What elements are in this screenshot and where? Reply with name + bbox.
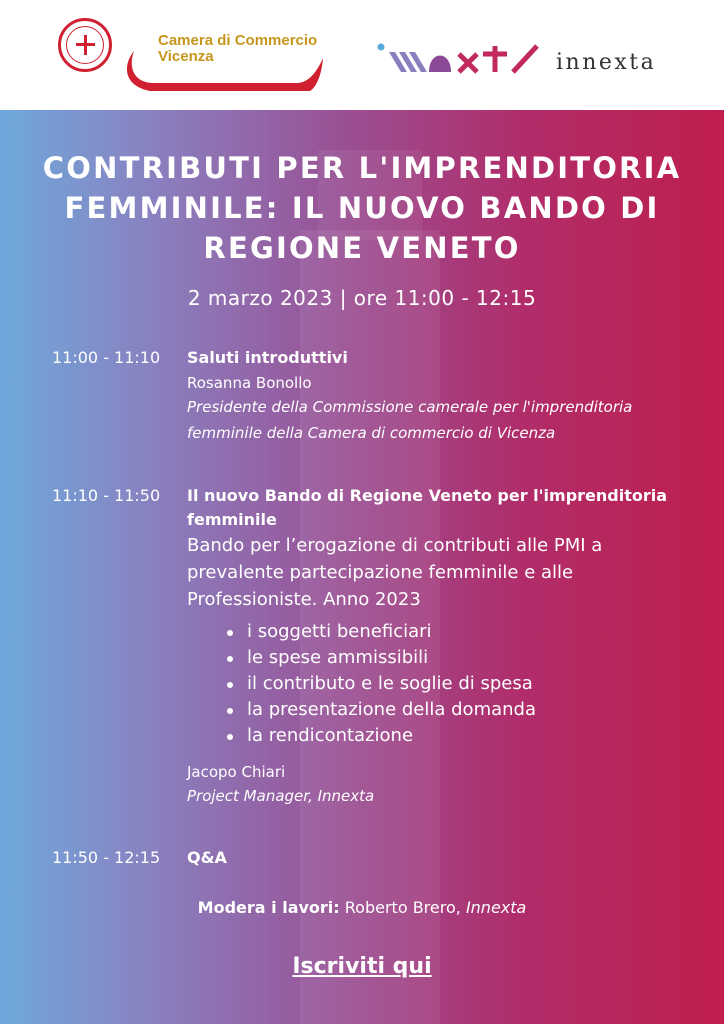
- moderator-org: Innexta: [465, 898, 527, 917]
- speaker-name-1: Rosanna Bonollo: [187, 374, 312, 392]
- speaker-role-1: Presidente della Commissione camerale per l'imprenditoria femminile della Camera di commercio di Vicenza: [187, 398, 633, 442]
- speaker-name-2: Jacopo Chiari: [187, 763, 286, 781]
- agenda-time-3: 11:50 - 12:15: [52, 848, 161, 867]
- innexta-mark-logo: [377, 42, 549, 80]
- topic-item: il contributo e le soglie di spesa: [227, 671, 697, 697]
- agenda-time-2: 11:10 - 11:50: [52, 486, 161, 505]
- topic-item: le spese ammissibili: [227, 645, 697, 671]
- event-title: CONTRIBUTI PER L'IMPRENDITORIA FEMMINILE: IL NUOVO BANDO DI REGIONE VENETO: [42, 151, 682, 265]
- civitas-vicentiae-seal-logo: [58, 18, 112, 72]
- agenda-time-1: 11:00 - 11:10: [52, 348, 161, 367]
- signup-link[interactable]: Iscriviti qui: [292, 954, 432, 979]
- agenda-item-1: [187, 346, 697, 446]
- innexta-wordmark: innexta: [556, 50, 657, 75]
- event-date-time: 2 marzo 2023 | ore 11:00 - 12:15: [187, 286, 537, 310]
- agenda-title-2: Il nuovo Bando di Regione Veneto per l'imprenditoria femminile: [187, 486, 668, 529]
- moderator-name: Roberto Brero,: [344, 898, 461, 917]
- topic-item: la rendicontazione: [227, 723, 697, 749]
- speaker-role-2: Project Manager, Innexta: [187, 787, 375, 805]
- moderator-label: Modera i lavori:: [197, 898, 340, 917]
- agenda-item-3: [187, 846, 697, 870]
- agenda-description-2: Bando per l’erogazione di contributi alle PMI a prevalente partecipazione femminile e alle Professioniste. Anno 2023: [187, 535, 603, 610]
- agenda-item-2: [187, 484, 697, 809]
- agenda-title-1: Saluti introduttivi: [187, 348, 348, 367]
- chamber-name-line1: Camera di Commercio: [158, 32, 318, 49]
- chamber-swoosh-logo: [120, 46, 325, 96]
- topic-item: i soggetti beneficiari: [227, 619, 697, 645]
- poster-body: [0, 110, 724, 1024]
- moderator-line: [0, 898, 724, 917]
- topic-item: la presentazione della domanda: [227, 697, 697, 723]
- cross-icon: [66, 26, 104, 64]
- header-bar: [0, 0, 724, 110]
- topic-list: [227, 619, 697, 749]
- chamber-name-line2: Vicenza: [158, 48, 214, 65]
- agenda-title-3: Q&A: [187, 848, 227, 867]
